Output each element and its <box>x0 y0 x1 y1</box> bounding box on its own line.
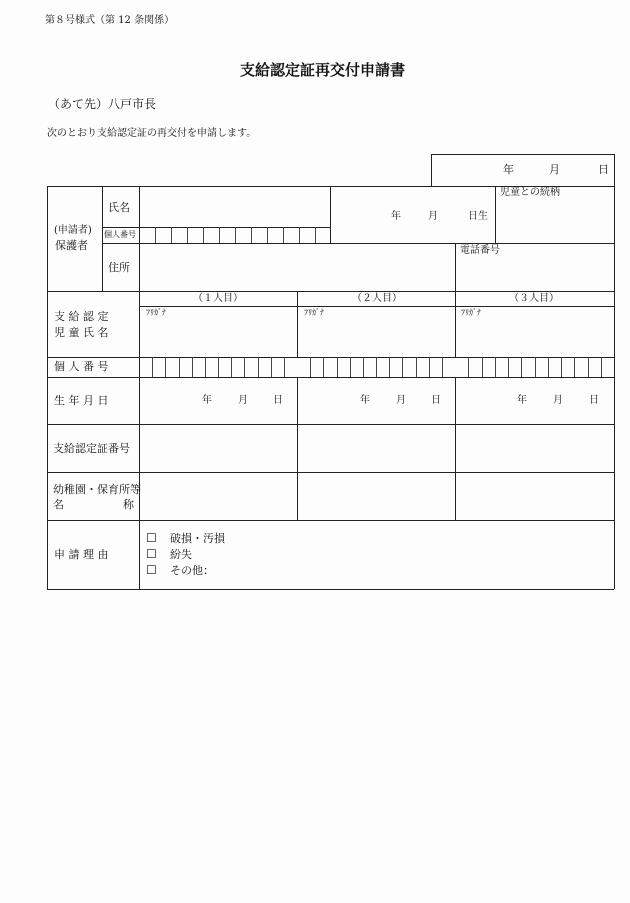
child-1-furigana-label: ﾌﾘｶﾞﾅ <box>146 308 166 317</box>
child-1-cert-number-field[interactable] <box>140 425 296 471</box>
form-number: 第８号様式（第 12 条関係） <box>45 15 175 26</box>
child-3-birth-month: 月 <box>553 395 563 406</box>
child-3-birthdate-field[interactable] <box>456 378 613 423</box>
grid-separator <box>601 357 602 377</box>
child-2-facility-field[interactable] <box>298 473 454 519</box>
reason-option-lost-label: 紛失 <box>170 548 192 561</box>
grid-separator <box>323 357 324 377</box>
child-3-cert-number-field[interactable] <box>456 425 613 471</box>
grid-separator <box>442 357 443 377</box>
grid-separator <box>218 357 219 377</box>
date-month-label: 月 <box>549 163 560 176</box>
document-title: 支給認定証再交付申請書 <box>240 61 406 79</box>
child-header-2: （２人目） <box>352 293 402 304</box>
grid-separator <box>468 357 469 377</box>
child-1-birth-day: 日 <box>273 395 283 406</box>
checkbox-icon[interactable]: ☐ <box>146 547 157 561</box>
facility-label-line2b: 称 <box>123 498 134 511</box>
reason-option-damage-label: 破損・汚損 <box>170 532 225 545</box>
applicant-name-field[interactable] <box>140 187 329 226</box>
child-2-furigana-label: ﾌﾘｶﾞﾅ <box>304 308 324 317</box>
addressee: （あて先）八戸市長 <box>48 97 157 111</box>
applicant-role-sub: (申請者) <box>54 225 92 236</box>
child-3-name-field[interactable] <box>456 307 613 356</box>
date-input[interactable] <box>432 155 613 185</box>
applicant-birth-day: 日生 <box>468 211 488 222</box>
grid-separator <box>574 357 575 377</box>
checkbox-icon[interactable]: ☐ <box>146 531 157 545</box>
grid-separator <box>284 357 285 377</box>
child-2-birth-month: 月 <box>396 395 406 406</box>
grid-separator <box>389 357 390 377</box>
phone-label: 電話番号 <box>460 245 500 256</box>
facility-label-line2a: 名 <box>53 498 64 511</box>
child-2-birth-day: 日 <box>431 395 441 406</box>
reason-other-input[interactable] <box>220 562 610 580</box>
child-mynumber-label: 個 人 番 号 <box>54 360 109 373</box>
applicant-birth-year: 年 <box>391 211 401 222</box>
child-1-birthdate-field[interactable] <box>140 378 296 423</box>
child-birthdate-label: 生 年 月 日 <box>54 394 109 407</box>
grid-separator <box>588 357 589 377</box>
child-3-facility-field[interactable] <box>456 473 613 519</box>
grid-separator <box>179 357 180 377</box>
grid-separator <box>350 357 351 377</box>
grid-separator <box>271 357 272 377</box>
date-day-label: 日 <box>598 163 609 176</box>
grid-separator <box>535 357 536 377</box>
child-2-birthdate-field[interactable] <box>298 378 454 423</box>
applicant-address-label: 住所 <box>108 261 130 274</box>
applicant-address-field[interactable] <box>140 244 454 290</box>
grid-separator <box>548 357 549 377</box>
grid-separator <box>231 357 232 377</box>
grid-separator <box>521 357 522 377</box>
facility-label-line1: 幼稚園・保育所等 <box>53 483 141 496</box>
grid-separator <box>416 357 417 377</box>
grid-separator <box>165 357 166 377</box>
date-year-label: 年 <box>503 163 514 176</box>
child-1-facility-field[interactable] <box>140 473 296 519</box>
applicant-birth-month: 月 <box>428 211 438 222</box>
child-2-birth-year: 年 <box>360 395 370 406</box>
checkbox-icon[interactable]: ☐ <box>146 563 157 577</box>
grid-separator <box>258 357 259 377</box>
grid-separator <box>561 357 562 377</box>
child-header-3: （３人目） <box>509 293 559 304</box>
grid-separator <box>244 357 245 377</box>
child-2-cert-number-field[interactable] <box>298 425 454 471</box>
child-header-1: （１人目） <box>193 293 243 304</box>
child-1-name-field[interactable] <box>140 307 296 356</box>
relation-label: 児童との続柄 <box>500 187 560 198</box>
grid-separator <box>482 357 483 377</box>
grid-separator <box>192 357 193 377</box>
grid-separator <box>337 357 338 377</box>
child-3-birth-year: 年 <box>517 395 527 406</box>
grid-separator <box>429 357 430 377</box>
applicant-mynumber-label: 個人番号 <box>104 230 136 239</box>
child-3-birth-day: 日 <box>589 395 599 406</box>
applicant-name-label: 氏名 <box>108 201 130 214</box>
child-1-birth-year: 年 <box>202 395 212 406</box>
grid-separator <box>310 357 311 377</box>
grid-separator <box>402 357 403 377</box>
applicant-role-main: 保護者 <box>55 239 88 252</box>
intro-text: 次のとおり支給認定証の再交付を申請します。 <box>47 128 257 139</box>
phone-field[interactable] <box>456 258 613 290</box>
grid-separator <box>376 357 377 377</box>
applicant-birthdate-field[interactable] <box>331 187 494 242</box>
relation-field[interactable] <box>496 200 613 242</box>
child-2-name-field[interactable] <box>298 307 454 356</box>
grid-separator <box>508 357 509 377</box>
reason-option-other-label: その他： <box>170 564 214 577</box>
child-3-furigana-label: ﾌﾘｶﾞﾅ <box>461 308 481 317</box>
grid-separator <box>363 357 364 377</box>
grid-separator <box>495 357 496 377</box>
grid-separator <box>205 357 206 377</box>
grid-separator <box>152 357 153 377</box>
child-1-birth-month: 月 <box>238 395 248 406</box>
cert-number-label: 支給認定証番号 <box>53 442 130 455</box>
child-name-label-line2: 児 童 氏 名 <box>54 326 109 339</box>
child-name-label-line1: 支 給 認 定 <box>54 310 109 323</box>
reason-label: 申 請 理 由 <box>54 548 109 561</box>
